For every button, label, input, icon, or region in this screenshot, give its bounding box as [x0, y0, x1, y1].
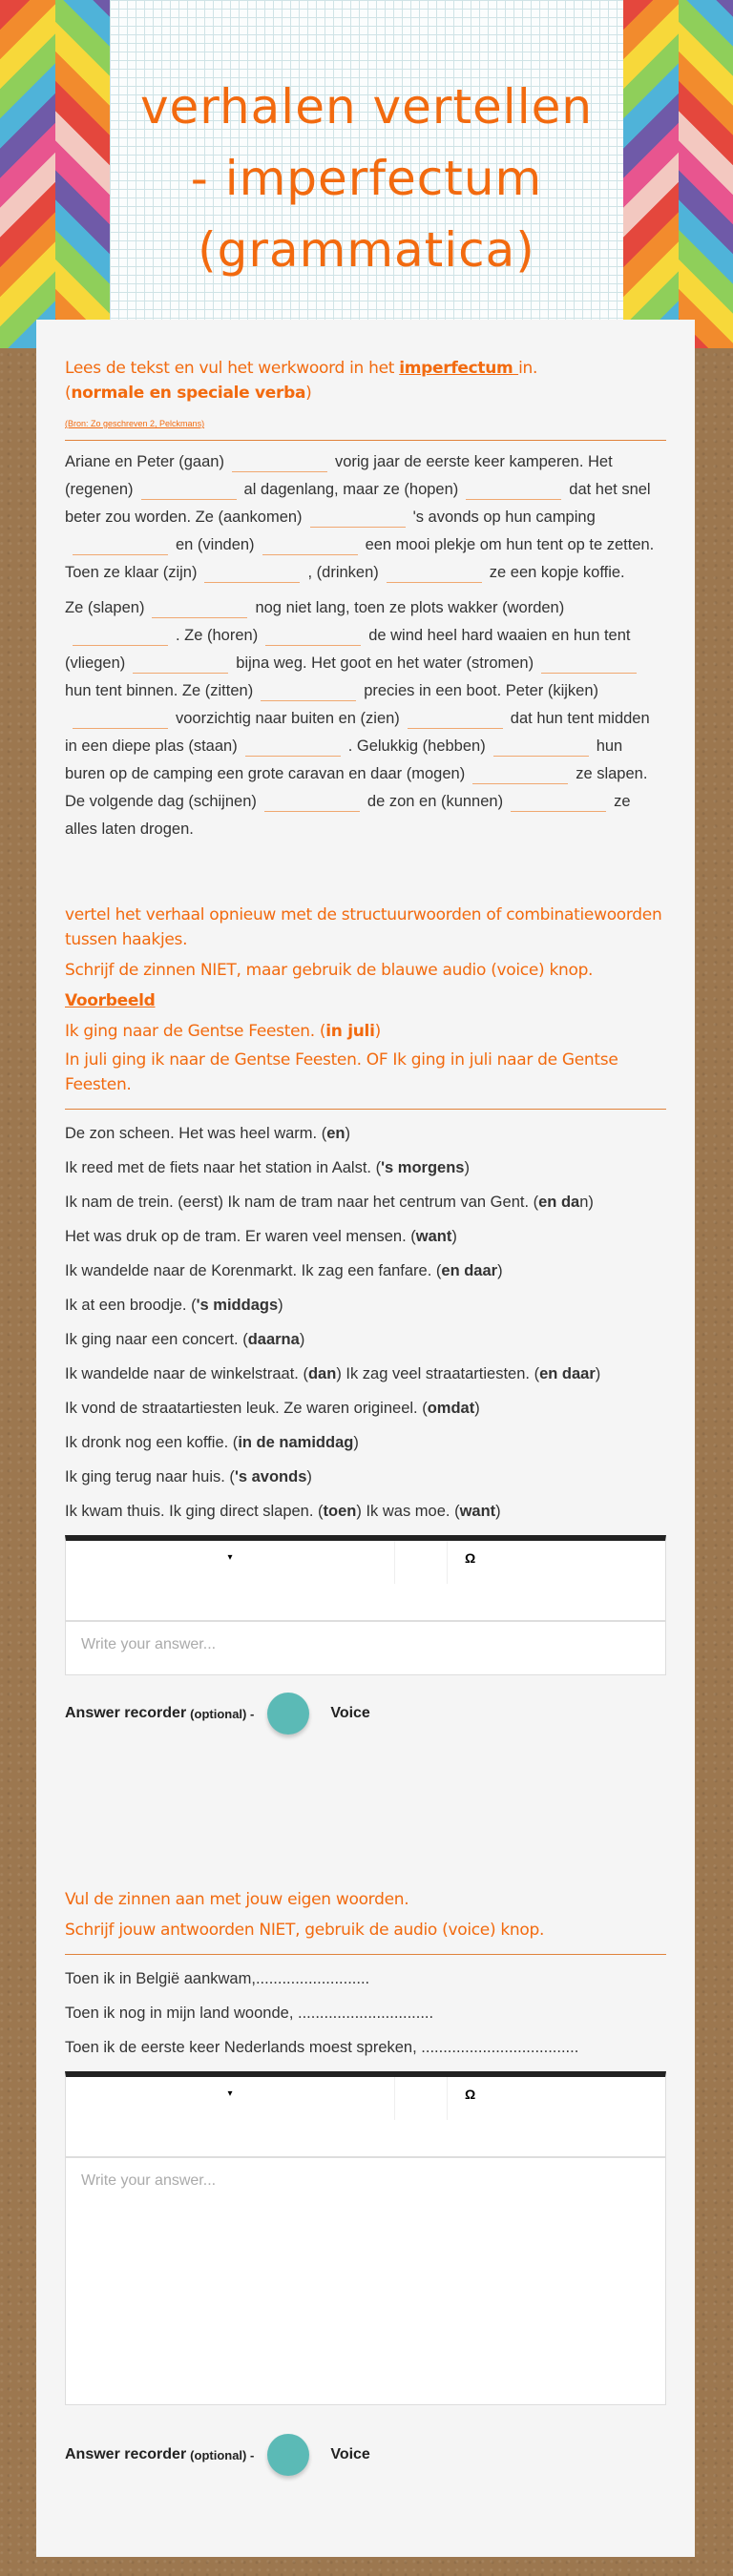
story-text-segment: . Gelukkig (hebben): [347, 737, 486, 755]
divider: [65, 440, 666, 441]
sentence-text: ): [451, 1228, 457, 1245]
retell-sentence: [65, 1192, 666, 1213]
recorder-label: Answer recorder: [65, 1705, 187, 1721]
retell-sentence: [65, 1226, 666, 1247]
sentence-text: n): [579, 1194, 594, 1211]
answer-editor: [65, 2071, 666, 2405]
structure-word: en: [326, 1125, 346, 1142]
story-text-segment: Ze (slapen): [65, 599, 145, 616]
voice-label: Voice: [330, 1705, 370, 1721]
blank-input[interactable]: [152, 599, 247, 618]
blank-input[interactable]: [204, 564, 300, 583]
story-text-segment: ze een kopje koffie.: [489, 564, 625, 581]
sentence-text: Het was druk op de tram. Er waren veel mensen. (: [65, 1228, 416, 1245]
section-retell: [65, 903, 666, 1735]
story-text-segment: nog niet lang, toen ze plots wakker (worden): [255, 599, 565, 616]
heading-bold: normale en speciale verba: [71, 384, 306, 403]
chevron-pattern-left: [0, 0, 55, 348]
structure-word: dan: [307, 1365, 337, 1382]
sentence-list: [65, 1123, 666, 1522]
retell-sentence: [65, 1398, 666, 1419]
voice-record-button[interactable]: [267, 1693, 309, 1735]
story-text-segment: de wind heel hard waaien en hun tent (vliegen): [65, 627, 631, 672]
sentence-text: ): [464, 1159, 470, 1176]
blank-input[interactable]: [310, 509, 406, 528]
sentence-text: ): [595, 1365, 601, 1382]
story-text-segment: Ariane en Peter (gaan): [65, 453, 224, 470]
sentence-text: Ik nam de trein. (eerst) Ik nam de tram naar het centrum van Gent. (: [65, 1194, 539, 1211]
divider: [65, 1109, 666, 1110]
story-text-segment: dat het snel beter zou worden. Ze (aankomen): [65, 481, 651, 526]
special-character-button[interactable]: [448, 2077, 492, 2156]
story-paragraph: [65, 448, 666, 587]
retell-sentence: [65, 1432, 666, 1453]
sentence-text: Ik ging naar een concert. (: [65, 1331, 248, 1348]
structure-word: 's middags: [196, 1297, 279, 1314]
sentence-text: ) Ik was moe. (: [356, 1503, 460, 1520]
section-complete: [65, 1887, 666, 2476]
sentence-text: ): [299, 1331, 305, 1348]
section-fill-in: [65, 320, 666, 843]
sentence-text: Ik wandelde naar de winkelstraat. (: [65, 1365, 308, 1382]
retell-sentence: [65, 1123, 666, 1144]
blank-input[interactable]: [466, 481, 561, 500]
recorder-optional: (optional) -: [190, 2447, 255, 2462]
structure-word: en daar: [539, 1365, 596, 1382]
story-text-segment: bijna weg. Het goot en het water (stromen): [236, 654, 534, 672]
imperfectum-link[interactable]: imperfectum: [399, 359, 519, 378]
sentence-text: Ik at een broodje. (: [65, 1297, 197, 1314]
header-banner: [0, 0, 733, 348]
example-text: ): [374, 1022, 381, 1041]
blank-input[interactable]: [73, 536, 168, 555]
sentence-text: De zon scheen. Het was heel warm. (: [65, 1125, 327, 1142]
story-text-segment: . Ze (horen): [176, 627, 259, 644]
editor-toolbar: [66, 2077, 665, 2158]
sentence-text: ): [345, 1125, 350, 1142]
heading-text: Lees de tekst en vul het werkwoord in het: [65, 359, 400, 378]
sentence-text: Ik wandelde naar de Korenmarkt. Ik zag een fanfare. (: [65, 1262, 442, 1279]
format-dropdown[interactable]: [66, 2077, 395, 2120]
sentence-text: Ik reed met de fiets naar het station in Aalst. (: [65, 1159, 382, 1176]
example-sentence: [65, 1019, 666, 1044]
sentence-text: ): [474, 1400, 480, 1417]
retell-sentence: [65, 1295, 666, 1316]
story-text-segment: vorig jaar de eerste keer kamperen. Het (regenen): [65, 453, 613, 498]
retell-sentence: [65, 1466, 666, 1487]
story-text-segment: een mooi plekje om hun tent op te zetten. Toen ze klaar (zijn): [65, 536, 655, 581]
chevron-pattern-right: [679, 0, 733, 348]
story-text-segment: , (drinken): [307, 564, 379, 581]
example-text: Ik ging naar de Gentse Feesten. (: [65, 1022, 326, 1041]
blank-input[interactable]: [264, 793, 360, 812]
prompt-sentence: Toen ik de eerste keer Nederlands moest spreken, ....................................: [65, 2039, 579, 2056]
omega-icon: Ω: [465, 1550, 476, 1566]
blank-input[interactable]: [133, 654, 228, 674]
retell-sentence: [65, 1363, 666, 1384]
chevron-pattern-left: [55, 0, 110, 348]
example-bold: in juli: [325, 1022, 375, 1041]
structure-word: omdat: [427, 1400, 475, 1417]
chevron-pattern-right: [623, 0, 679, 348]
special-character-button[interactable]: [448, 1541, 492, 1620]
example-answer: In juli ging ik naar de Gentse Feesten. OF Ik ging in juli naar de Gentse Feesten.: [65, 1050, 618, 1094]
blank-input[interactable]: [387, 564, 482, 583]
blank-input[interactable]: [265, 627, 361, 646]
sentence-text: ) Ik zag veel straatartiesten. (: [336, 1365, 540, 1382]
story-text-segment: hun buren op de camping een grote caravan en daar (mogen): [65, 737, 623, 782]
story-text-segment: ze slapen. De volgende dag (schijnen): [65, 765, 648, 810]
story-text-segment: voorzichtig naar buiten en (zien): [176, 710, 400, 727]
sentence-text: Ik kwam thuis. Ik ging direct slapen. (: [65, 1503, 324, 1520]
structure-word: daarna: [247, 1331, 300, 1348]
retell-sentence: [65, 1329, 666, 1350]
voice-label: Voice: [330, 2446, 370, 2462]
answer-recorder: [65, 1693, 666, 1735]
answer-input[interactable]: Write your answer...: [81, 1636, 217, 1652]
prompt-sentence: Toen ik in België aankwam,..........................: [65, 1970, 370, 1987]
blank-input[interactable]: [245, 737, 341, 757]
structure-word: want: [459, 1503, 496, 1520]
source-link[interactable]: (Bron: Zo geschreven 2, Pelckmans): [65, 419, 205, 428]
heading-text: ): [305, 384, 312, 403]
story-text-segment: ze alles laten drogen.: [65, 793, 631, 838]
story-text-segment: en (vinden): [176, 536, 255, 553]
sentence-text: ): [495, 1503, 501, 1520]
retell-sentence: [65, 1501, 666, 1522]
instruction: Schrijf de zinnen NIET, maar gebruik de blauwe audio (voice) knop.: [65, 961, 594, 980]
instruction: Schrijf jouw antwoorden NIET, gebruik de audio (voice) knop.: [65, 1921, 545, 1940]
sentence-text: Ik vond de straatartiesten leuk. Ze waren origineel. (: [65, 1400, 428, 1417]
structure-word: en daar: [441, 1262, 498, 1279]
omega-icon: Ω: [465, 2087, 476, 2102]
toolbar-button[interactable]: [395, 2077, 448, 2120]
retell-sentence: [65, 1157, 666, 1178]
recorder-label: Answer recorder: [65, 2446, 187, 2462]
answer-editor: [65, 1535, 666, 1675]
structure-word: 's avonds: [234, 1468, 307, 1485]
sentence-text: ): [353, 1434, 359, 1451]
prompt-sentence: Toen ik nog in mijn land woonde, ...............................: [65, 2005, 434, 2022]
blank-input[interactable]: [408, 710, 503, 729]
structure-word: in de namiddag: [238, 1434, 354, 1451]
recorder-optional: (optional) -: [190, 1706, 255, 1721]
story-text-segment: precies in een boot. Peter (kijken): [364, 682, 598, 699]
blank-input[interactable]: [511, 793, 606, 812]
blank-input[interactable]: [262, 536, 358, 555]
structure-word: want: [415, 1228, 452, 1245]
blank-input[interactable]: [472, 765, 568, 784]
sentence-text: ): [497, 1262, 503, 1279]
sentence-text: ): [278, 1297, 283, 1314]
divider: [65, 1954, 666, 1955]
sentence-text: ): [306, 1468, 312, 1485]
section1-heading: [65, 356, 666, 405]
story-paragraph: [65, 594, 666, 843]
story-text-segment: de zon en (kunnen): [366, 793, 504, 810]
heading-text: in.: [518, 359, 538, 378]
story-text-segment: 's avonds op hun camping: [412, 509, 596, 526]
structure-word: 's morgens: [381, 1159, 465, 1176]
story-text-segment: dat hun tent midden in een diepe plas (staan): [65, 710, 650, 755]
voice-record-button[interactable]: [267, 2434, 309, 2476]
heading-text: (: [65, 384, 72, 403]
instruction: Vul de zinnen aan met jouw eigen woorden.: [65, 1890, 409, 1909]
answer-recorder: [65, 2434, 666, 2476]
answer-input[interactable]: Write your answer...: [81, 2172, 217, 2189]
toolbar-button[interactable]: [395, 1541, 448, 1584]
blank-input[interactable]: [232, 453, 327, 472]
structure-word: toen: [323, 1503, 357, 1520]
example-label: Voorbeeld: [65, 991, 156, 1010]
format-dropdown[interactable]: [66, 1541, 395, 1584]
page-title: verhalen vertellen - imperfectum (grammatica): [139, 79, 594, 278]
blank-input[interactable]: [73, 627, 168, 646]
sentence-text: Ik ging terug naar huis. (: [65, 1468, 235, 1485]
blank-input[interactable]: [493, 737, 589, 757]
retell-sentence: [65, 1260, 666, 1281]
story-text-segment: al dagenlang, maar ze (hopen): [243, 481, 459, 498]
story-text: [65, 448, 666, 843]
blank-input[interactable]: [261, 682, 356, 701]
worksheet-card: [36, 320, 695, 2557]
blank-input[interactable]: [141, 481, 237, 500]
instruction: vertel het verhaal opnieuw met de structuurwoorden of combinatiewoorden tussen haakjes.: [65, 905, 662, 949]
sentence-text: Ik dronk nog een koffie. (: [65, 1434, 239, 1451]
grid-paper: [110, 0, 623, 348]
structure-word: en da: [538, 1194, 580, 1211]
blank-input[interactable]: [73, 710, 168, 729]
chevron-down-icon: ▾: [227, 2088, 233, 2099]
editor-toolbar: [66, 1541, 665, 1622]
chevron-down-icon: ▾: [227, 1552, 233, 1563]
blank-input[interactable]: [541, 654, 637, 674]
story-text-segment: hun tent binnen. Ze (zitten): [65, 682, 254, 699]
